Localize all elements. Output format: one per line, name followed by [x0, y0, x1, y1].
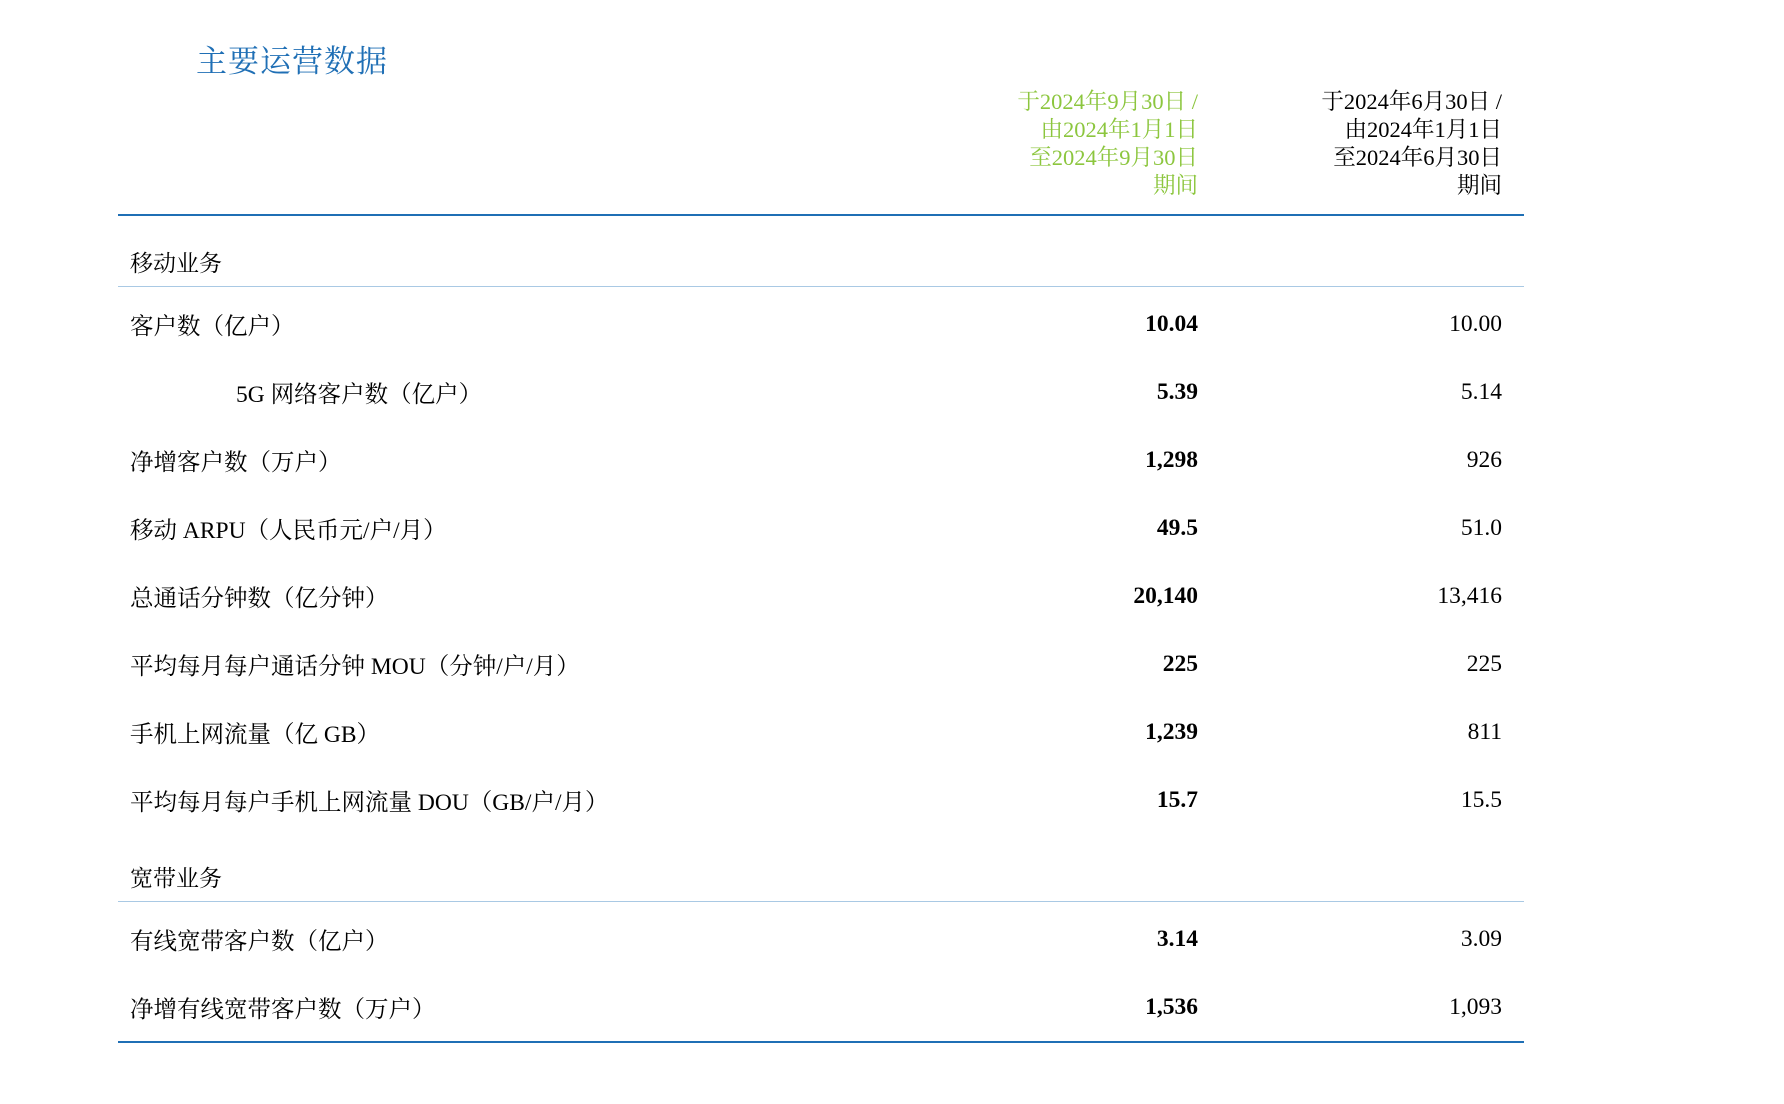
- footer-rule: [118, 1042, 1524, 1068]
- column-header-period-1-line-1: 于2024年9月30日 /: [1017, 89, 1198, 114]
- table-row: [118, 290, 1524, 358]
- table-row: [118, 426, 1524, 494]
- table-row: [118, 630, 1524, 698]
- row-label: 移动 ARPU（人民币元/户/月）: [130, 518, 447, 544]
- table-row: [118, 698, 1524, 766]
- table-row: [118, 358, 1524, 426]
- column-header-period-1-line-2: 由2024年1月1日: [1040, 117, 1198, 142]
- row-value-period-1: 49.5: [1156, 514, 1198, 541]
- row-value-period-1: 3.14: [1156, 925, 1198, 952]
- row-label: 总通话分钟数（亿分钟）: [130, 586, 389, 612]
- row-value-period-2: 3.09: [1460, 925, 1502, 952]
- column-header-period-2: [1208, 88, 1524, 215]
- table-row: [118, 973, 1524, 1042]
- table-row: [118, 494, 1524, 562]
- row-value-period-1: 15.7: [1156, 786, 1198, 813]
- row-value-period-2: 225: [1466, 650, 1502, 677]
- column-header-label: [118, 88, 878, 215]
- row-value-period-2: 51.0: [1460, 514, 1502, 541]
- column-header-period-2-line-1: 于2024年6月30日 /: [1321, 89, 1502, 114]
- row-label: 平均每月每户通话分钟 MOU（分钟/户/月）: [130, 654, 580, 680]
- row-value-period-1: 10.04: [1145, 310, 1198, 337]
- row-label: 手机上网流量（亿 GB）: [130, 722, 381, 748]
- operating-data-table: [118, 88, 1524, 1068]
- section-header-row: [118, 219, 1524, 287]
- row-value-period-2: 811: [1467, 718, 1502, 745]
- row-value-period-1: 225: [1162, 650, 1198, 677]
- row-value-period-1: 5.39: [1156, 378, 1198, 405]
- section-title-mobile: 移动业务: [130, 251, 222, 276]
- row-label: 客户数（亿户）: [130, 314, 295, 340]
- table-row: [118, 766, 1524, 834]
- row-label: 净增有线宽带客户数（万户）: [130, 997, 436, 1023]
- column-header-period-2-line-2: 由2024年1月1日: [1344, 117, 1502, 142]
- row-value-period-2: 10.00: [1449, 310, 1502, 337]
- row-value-period-1: 1,239: [1145, 718, 1198, 745]
- row-value-period-2: 926: [1466, 446, 1502, 473]
- row-value-period-2: 1,093: [1449, 993, 1502, 1020]
- row-label: 平均每月每户手机上网流量 DOU（GB/户/月）: [130, 790, 609, 816]
- operating-data-table-wrapper: [118, 88, 1524, 1068]
- row-value-period-1: 1,536: [1145, 993, 1198, 1020]
- row-label: 净增客户数（万户）: [130, 450, 342, 476]
- section-header-row: [118, 834, 1524, 902]
- row-value-period-2: 13,416: [1437, 582, 1502, 609]
- column-header-period-1-line-3: 至2024年9月30日: [1029, 145, 1198, 170]
- table-row: [118, 905, 1524, 973]
- row-label: 5G 网络客户数（亿户）: [236, 382, 483, 408]
- row-value-period-1: 1,298: [1145, 446, 1198, 473]
- row-value-period-2: 5.14: [1460, 378, 1502, 405]
- column-header-period-2-line-3: 至2024年6月30日: [1333, 145, 1502, 170]
- section-title-broadband: 宽带业务: [130, 866, 222, 891]
- footer-rule-row: [118, 1042, 1524, 1068]
- table-header: [118, 88, 1524, 219]
- column-header-period-2-line-4: 期间: [1456, 173, 1502, 198]
- table-row: [118, 562, 1524, 630]
- column-header-period-1-line-4: 期间: [1152, 173, 1198, 198]
- table-body: [118, 219, 1524, 1068]
- row-value-period-1: 20,140: [1133, 582, 1198, 609]
- row-label: 有线宽带客户数（亿户）: [130, 929, 389, 955]
- column-header-period-1: [878, 88, 1208, 215]
- row-value-period-2: 15.5: [1460, 786, 1502, 813]
- page-title: 主要运营数据: [196, 44, 388, 79]
